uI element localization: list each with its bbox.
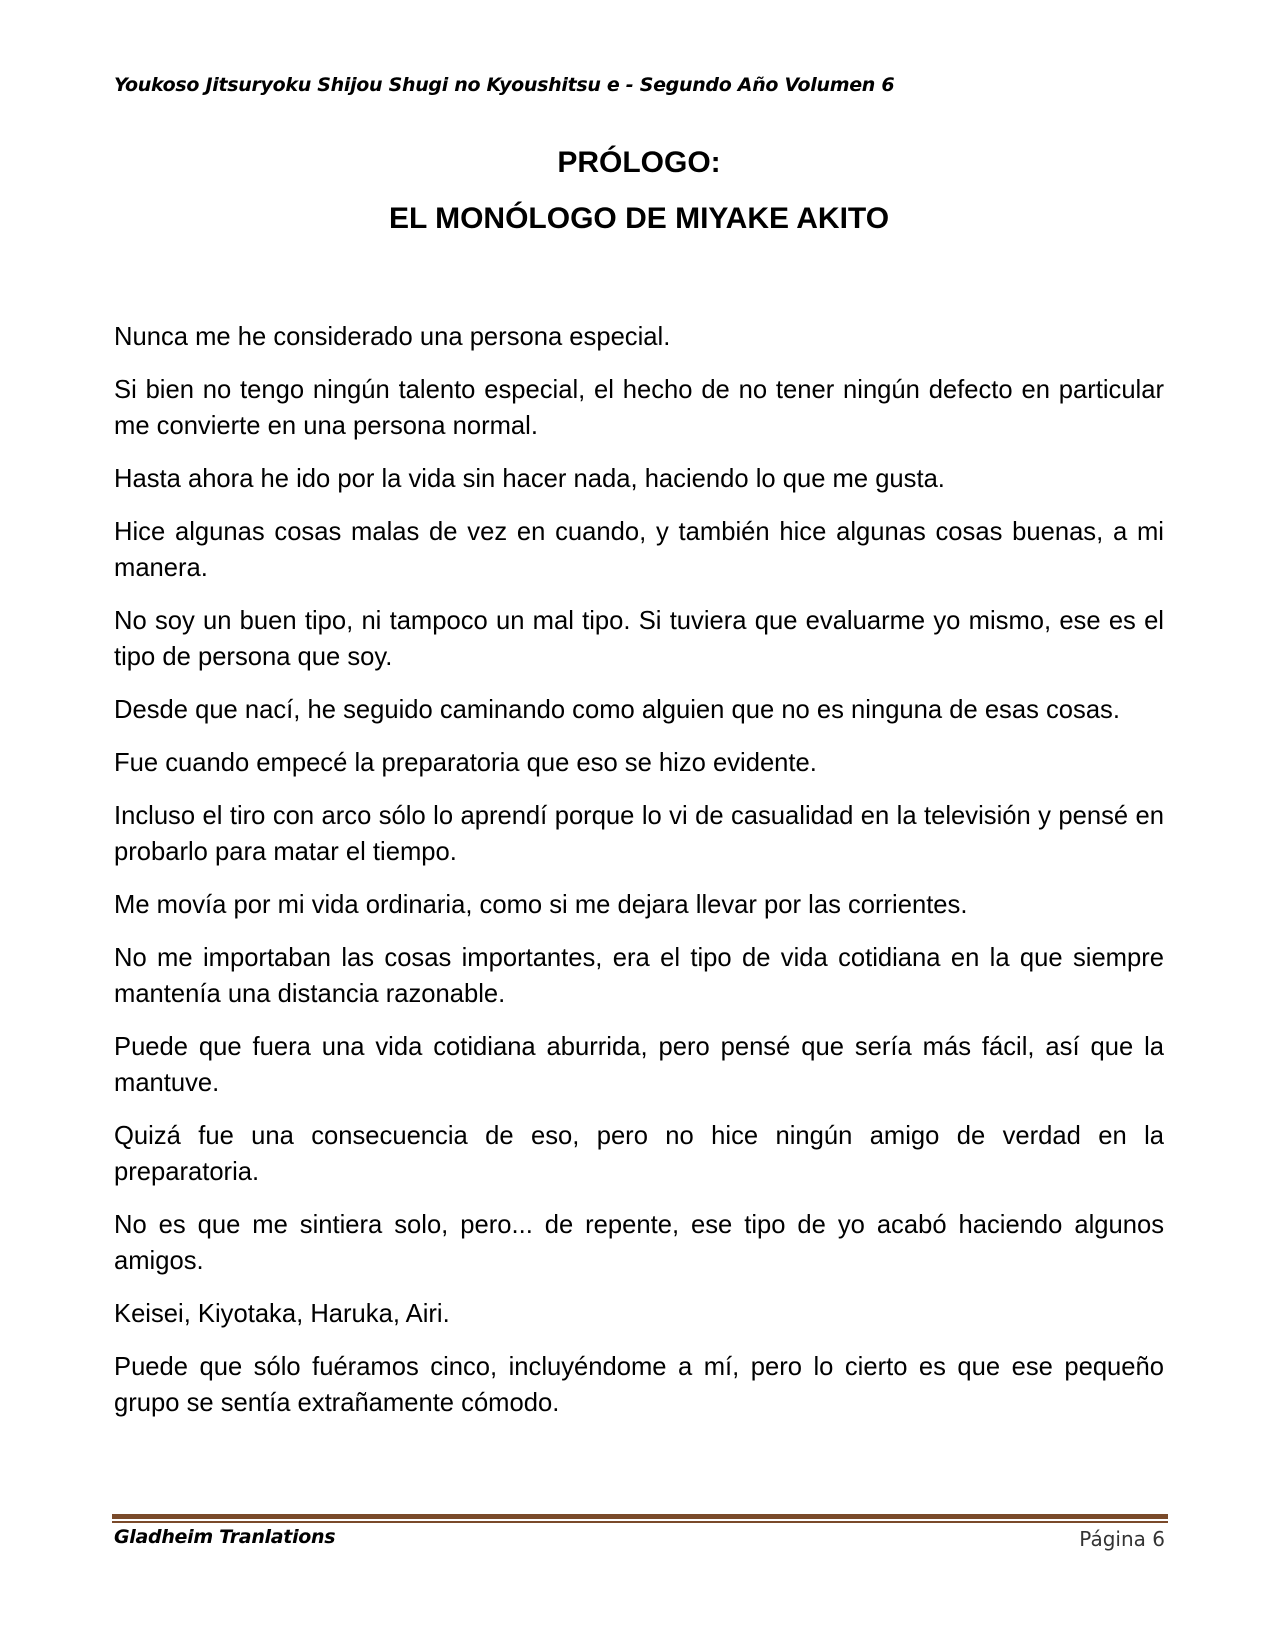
footer-divider (112, 1514, 1168, 1523)
page-label: Página (1079, 1527, 1146, 1551)
paragraph: Quizá fue una consecuencia de eso, pero no hice ningún amigo de verdad en la preparatoria. (114, 1122, 1164, 1186)
paragraph: Fue cuando empecé la preparatoria que eso se hizo evidente. (114, 749, 817, 777)
paragraph: Si bien no tengo ningún talento especial, el hecho de no tener ningún defecto en particular me convierte en una persona normal. (114, 376, 1164, 440)
footer-translator: Gladheim Tranlations (114, 1526, 336, 1548)
paragraph: Me movía por mi vida ordinaria, como si me dejara llevar por las corrientes. (114, 891, 968, 919)
chapter-heading (114, 148, 1164, 234)
body-text (114, 319, 1164, 1438)
paragraph: No soy un buen tipo, ni tampoco un mal tipo. Si tuviera que evaluarme yo mismo, ese es el tipo de persona que soy. (114, 607, 1164, 671)
paragraph: Hasta ahora he ido por la vida sin hacer nada, haciendo lo que me gusta. (114, 465, 945, 493)
footer-divider-thin (112, 1521, 1168, 1523)
paragraph: Puede que sólo fuéramos cinco, incluyéndome a mí, pero lo cierto es que ese pequeño grupo se sentía extrañamente cómodo. (114, 1353, 1164, 1417)
paragraph: Desde que nací, he seguido caminando como alguien que no es ninguna de esas cosas. (114, 696, 1120, 724)
chapter-title: EL MONÓLOGO DE MIYAKE AKITO (388, 202, 890, 235)
footer-divider-thick (112, 1514, 1168, 1519)
paragraph: Incluso el tiro con arco sólo lo aprendí porque lo vi de casualidad en la televisión y pensé en probarlo para matar el tiempo. (114, 802, 1164, 866)
chapter-label: PRÓLOGO: (557, 146, 721, 179)
running-header: Youkoso Jitsuryoku Shijou Shugi no Kyoushitsu e - Segundo Año Volumen 6 (114, 74, 895, 96)
paragraph: Puede que fuera una vida cotidiana aburrida, pero pensé que sería más fácil, así que la mantuve. (114, 1033, 1164, 1097)
paragraph: No me importaban las cosas importantes, era el tipo de vida cotidiana en la que siempre mantenía una distancia razonable. (114, 944, 1164, 1008)
page-number (1079, 1527, 1165, 1551)
page-number-value: 6 (1152, 1527, 1165, 1551)
paragraph: Hice algunas cosas malas de vez en cuando, y también hice algunas cosas buenas, a mi manera. (114, 518, 1164, 582)
paragraph: Keisei, Kiyotaka, Haruka, Airi. (114, 1300, 450, 1328)
paragraph: Nunca me he considerado una persona especial. (114, 323, 671, 351)
paragraph: No es que me sintiera solo, pero... de repente, ese tipo de yo acabó haciendo algunos amigos. (114, 1211, 1164, 1275)
